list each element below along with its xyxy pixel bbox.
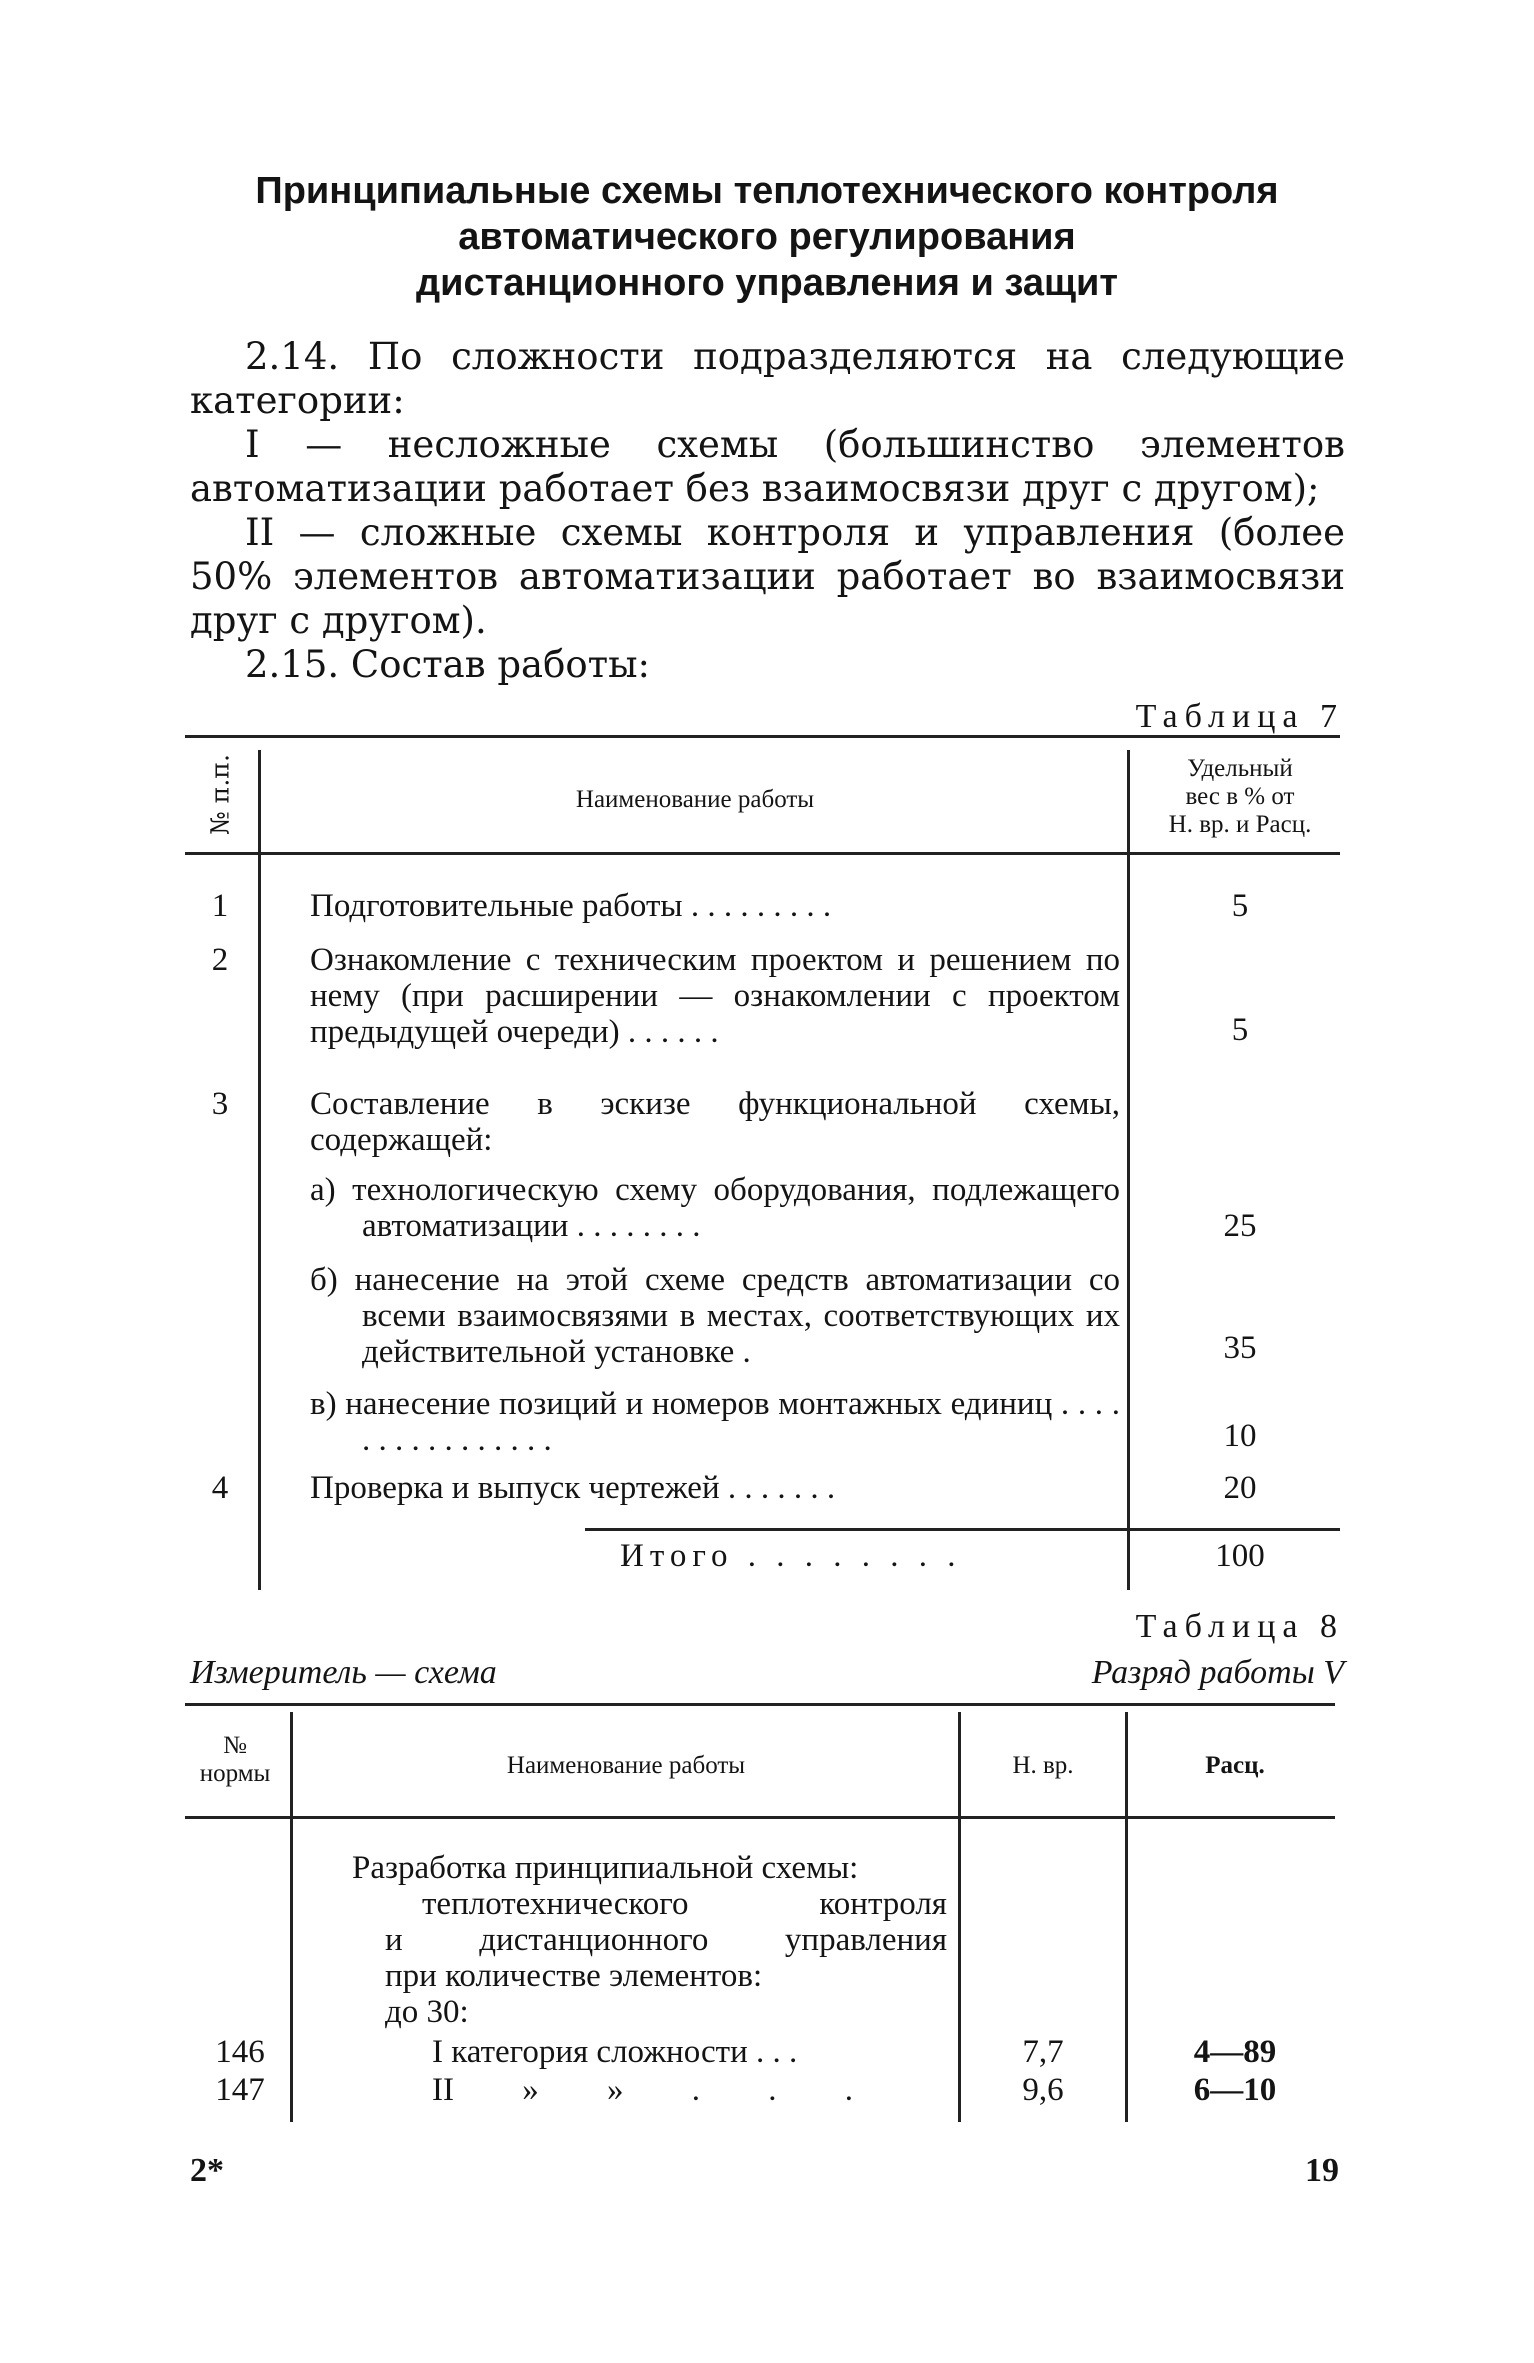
table8-header-rule bbox=[185, 1816, 1335, 1819]
table8-measure: Измеритель — схема bbox=[190, 1654, 497, 1691]
table8-intro-line-4: при количестве элементов: bbox=[385, 1958, 763, 1994]
table8-intro-line-5: до 30: bbox=[385, 1994, 469, 2030]
table8-header-num bbox=[185, 1732, 285, 1788]
table8-row-147-rate: 6—10 bbox=[1193, 2072, 1277, 2108]
table7-row-3a-text: а) технологическую схему оборудования, подлежащего автоматизации . . . . . . . . bbox=[310, 1172, 1120, 1244]
table8-row-147-num: 147 bbox=[215, 2072, 265, 2108]
table7-row-4-value: 20 bbox=[1223, 1470, 1257, 1506]
table7-row-3-text: Составление в эскизе функциональной схемы, содержащей: bbox=[310, 1086, 1120, 1158]
table7-caption: Таблица 7 bbox=[1135, 698, 1344, 735]
table8-row-146-num: 146 bbox=[215, 2034, 265, 2070]
footer-signature: 2* bbox=[190, 2152, 224, 2189]
table7-header-weight-line-3: Н. вр. и Расц. bbox=[1168, 811, 1312, 838]
table7-total-rule bbox=[585, 1528, 1340, 1531]
section-title-line-3: дистанционного управления и защит bbox=[415, 262, 1119, 304]
table7-row-1-value: 5 bbox=[1231, 888, 1249, 924]
table8-header-num-line-2: нормы bbox=[199, 1760, 271, 1787]
table7-header-weight bbox=[1135, 755, 1345, 839]
table7-col-divider-2 bbox=[1127, 750, 1130, 1590]
table8-col-divider-2 bbox=[958, 1712, 961, 2122]
table7-header-num: № п.п. bbox=[205, 754, 235, 835]
table7-col-divider-1 bbox=[258, 750, 261, 1590]
paragraph-category-2: II — сложные схемы контроля и управления (более 50% элементов автоматизации работает во взаимосвязи друг с другом). bbox=[190, 511, 1345, 642]
table7-total-value: 100 bbox=[1215, 1538, 1265, 1574]
section-title-line-2: автоматического регулирования bbox=[458, 216, 1076, 258]
table8-intro-line-2: теплотехнического контроля bbox=[422, 1886, 947, 1922]
table8-intro-line-3: и дистанционного управления bbox=[385, 1922, 947, 1958]
table7-header-weight-line-2: вес в % от bbox=[1185, 783, 1295, 810]
table8-col-divider-1 bbox=[290, 1712, 293, 2122]
table7-header-name: Наименование работы bbox=[575, 786, 815, 813]
table7-total-label: Итого . . . . . . . . bbox=[620, 1538, 962, 1574]
table8-col-divider-3 bbox=[1125, 1712, 1128, 2122]
page-number: 19 bbox=[1305, 2152, 1339, 2189]
paragraph-2-15: 2.15. Состав работы: bbox=[245, 643, 651, 686]
table8-caption: Таблица 8 bbox=[1135, 1608, 1344, 1645]
table7-row-3a-value: 25 bbox=[1223, 1208, 1257, 1244]
table7-row-1-num: 1 bbox=[211, 888, 229, 924]
table8-header-num-line-1: № bbox=[223, 1732, 247, 1759]
section-title-line-1: Принципиальные схемы теплотехнического контроля bbox=[255, 170, 1279, 212]
table8-header-time: Н. вр. bbox=[1012, 1752, 1074, 1779]
table8-grade: Разряд работы V bbox=[1091, 1654, 1344, 1691]
table7-row-3c-text: в) нанесение позиций и номеров монтажных единиц . . . . . . . . . . . . . . . . bbox=[310, 1386, 1120, 1458]
table8-row-147-text: II » » . . . bbox=[432, 2072, 853, 2108]
table8-header-name: Наименование работы bbox=[506, 1752, 746, 1779]
table7-row-3b-value: 35 bbox=[1223, 1330, 1257, 1366]
table7-top-rule bbox=[185, 735, 1340, 738]
table7-row-3c-value: 10 bbox=[1223, 1418, 1257, 1454]
table7-row-3-num: 3 bbox=[211, 1086, 229, 1122]
table7-row-1-text: Подготовительные работы . . . . . . . . . bbox=[310, 888, 832, 924]
table7-row-2-num: 2 bbox=[211, 942, 229, 978]
table8-row-147-time: 9,6 bbox=[1022, 2072, 1064, 2108]
table7-row-4-num: 4 bbox=[211, 1470, 229, 1506]
paragraph-2-14: 2.14. По сложности подразделяются на следующие категории: bbox=[190, 335, 1345, 422]
table8-intro-line-1: Разработка принципиальной схемы: bbox=[352, 1850, 859, 1886]
table8-row-146-time: 7,7 bbox=[1022, 2034, 1064, 2070]
table7-row-2-value: 5 bbox=[1231, 1012, 1249, 1048]
table8-top-rule bbox=[185, 1703, 1335, 1706]
paragraph-category-1: I — несложные схемы (большинство элементов автоматизации работает без взаимосвязи друг с другом); bbox=[190, 423, 1345, 510]
table7-header-weight-line-1: Удельный bbox=[1187, 755, 1293, 782]
table7-row-4-text: Проверка и выпуск чертежей . . . . . . . bbox=[310, 1470, 836, 1506]
table8-row-146-rate: 4—89 bbox=[1193, 2034, 1277, 2070]
table7-row-3b-text: б) нанесение на этой схеме средств автоматизации со всеми взаимосвязями в местах, соответствующих их действительной установке . bbox=[310, 1262, 1120, 1370]
body-text bbox=[190, 335, 1345, 687]
table8-header-rate: Расц. bbox=[1205, 1752, 1265, 1779]
table7-header-rule bbox=[185, 852, 1340, 855]
table8-row-146-text: I категория сложности . . . bbox=[432, 2034, 798, 2070]
table7-row-2-text: Ознакомление с техническим проектом и решением по нему (при расширении — ознакомлении с проектом предыдущей очереди) . . . . . . bbox=[310, 942, 1120, 1050]
